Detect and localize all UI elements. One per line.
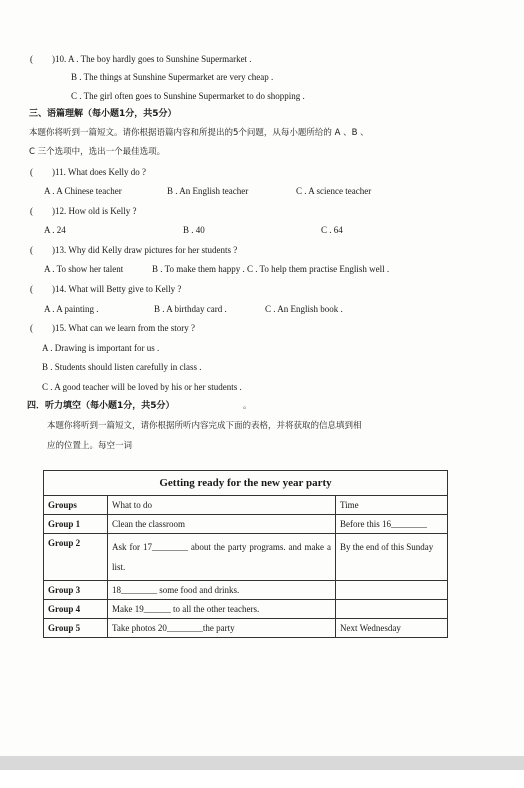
group-cell: Group 5 [44, 619, 108, 638]
q11-option-b: B . An English teacher [167, 186, 249, 196]
group-cell: Group 1 [44, 515, 108, 534]
table-row [44, 581, 448, 600]
time-cell [336, 581, 448, 600]
q10-option-a: )10. A . The boy hardly goes to Sunshine Supermarket . [52, 54, 252, 64]
answer-paren: ( [30, 323, 33, 333]
task-cell: Make 19______ to all the other teachers. [108, 600, 336, 619]
q10-option-b: B . The things at Sunshine Supermarket are very cheap . [71, 72, 274, 82]
time-cell [336, 600, 448, 619]
time-cell: Next Wednesday [336, 619, 448, 638]
q14-stem: )14. What will Betty give to Kelly ? [52, 284, 182, 294]
answer-paren: ( [30, 206, 33, 216]
time-cell: By the end of this Sunday [336, 534, 448, 581]
answer-paren: ( [30, 245, 33, 255]
q13-option-a: A . To show her talent [44, 264, 124, 274]
q15-option-b: B . Students should listen carefully in class . [42, 362, 202, 372]
group-cell: Group 2 [44, 534, 108, 581]
q14-option-c: C . An English book . [265, 304, 343, 314]
time-cell: Before this 16________ [336, 515, 448, 534]
column-header-groups: Groups [44, 496, 108, 515]
q13-option-b-c: B . To make them happy . C . To help them practise English well . [152, 264, 390, 274]
q12-option-b: B . 40 [183, 225, 205, 235]
q11-option-a: A . A Chinese teacher [44, 186, 122, 196]
section3-heading: 三、语篇理解（每小题1分，共5分） [29, 109, 177, 119]
task-cell: Ask for 17________ about the party programs. and make a list. [108, 534, 336, 581]
answer-paren: ( [30, 167, 33, 177]
column-header-time: Time [336, 496, 448, 515]
table-title: Getting ready for the new year party [44, 471, 448, 496]
group-cell: Group 4 [44, 600, 108, 619]
q14-option-a: A . A painting . [44, 304, 99, 314]
q12-option-c: C . 64 [321, 225, 343, 235]
table-row [44, 534, 448, 581]
q14-option-b: B . A birthday card . [154, 304, 227, 314]
task-cell: Take photos 20________the party [108, 619, 336, 638]
q13-stem: )13. Why did Kelly draw pictures for her students ? [52, 245, 238, 255]
q15-stem: )15. What can we learn from the story ? [52, 323, 196, 333]
answer-paren: ( [30, 54, 33, 64]
section4-dot: 。 [243, 401, 252, 411]
task-cell: Clean the classroom [108, 515, 336, 534]
section3-instruction-line2: C 三个选项中，选出一个最佳选项。 [29, 147, 166, 157]
task-cell: 18________ some food and drinks. [108, 581, 336, 600]
table-header-row [44, 496, 448, 515]
q12-option-a: A . 24 [44, 225, 66, 235]
q15-option-c: C . A good teacher will be loved by his or her students . [42, 382, 242, 392]
table-title-row [44, 471, 448, 496]
viewer-bottom-bar [0, 756, 524, 770]
table-row [44, 619, 448, 638]
q11-option-c: C . A science teacher [296, 186, 372, 196]
group-cell: Group 3 [44, 581, 108, 600]
section4-heading: 四．听力填空（每小题1分，共5分） [27, 401, 175, 411]
q11-stem: )11. What does Kelly do ? [52, 167, 146, 177]
table-row [44, 600, 448, 619]
column-header-what-to-do: What to do [108, 496, 336, 515]
q12-stem: )12. How old is Kelly ? [52, 206, 137, 216]
q15-option-a: A . Drawing is important for us . [42, 343, 160, 353]
answer-paren: ( [30, 284, 33, 294]
section3-instruction-line1: 本题你将听到一篇短文。请你根据语篇内容和所提出的5个问题，从每小题所给的 A 、B 、 [29, 128, 369, 138]
section4-instruction-line2: 应的位置上。每空一词 [47, 441, 133, 451]
table-row [44, 515, 448, 534]
party-plan-table [43, 470, 448, 638]
section4-instruction-line1: 本题你将听到一篇短文，请你根据所听内容完成下面的表格，并将获取的信息填到相 [47, 421, 362, 431]
q10-option-c: C . The girl often goes to Sunshine Supermarket to do shopping . [71, 91, 305, 101]
